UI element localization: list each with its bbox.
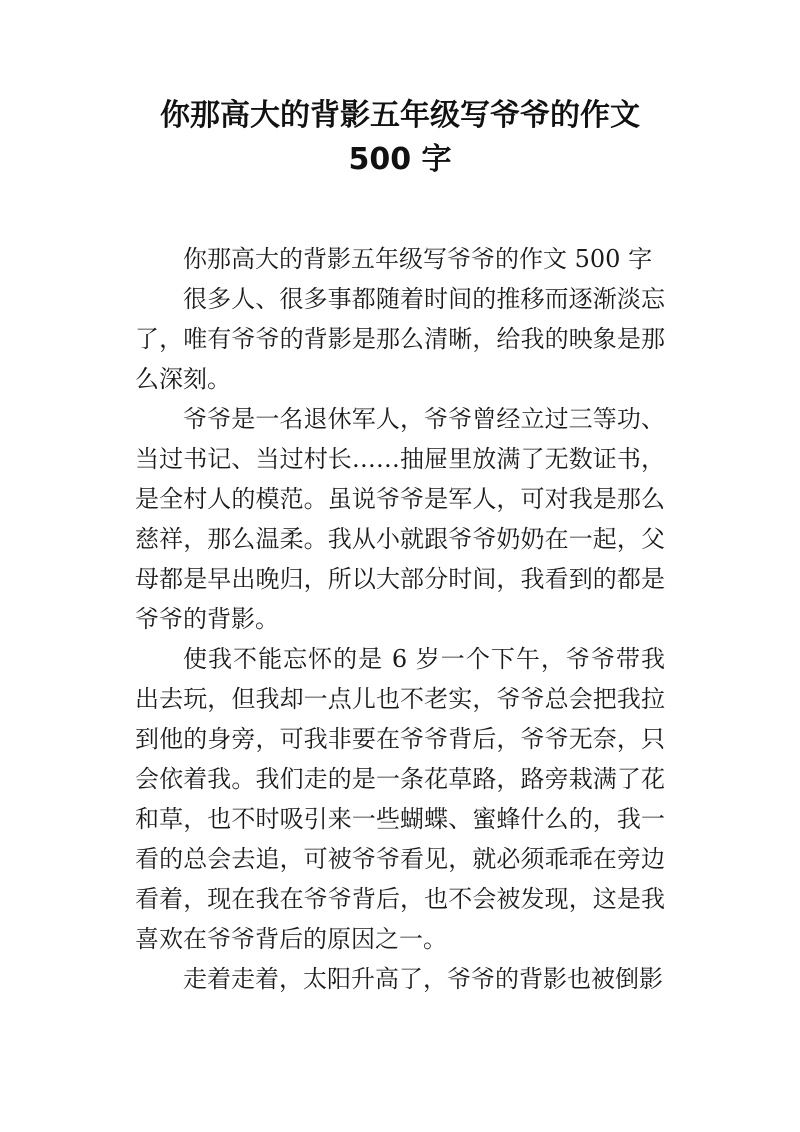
paragraph: 很多人、很多事都随着时间的推移而逐渐淡忘了，唯有爷爷的背影是那么清晰，给我的映象是那么深刻。	[135, 285, 665, 393]
title-line-2: 500 字	[348, 142, 452, 177]
essay-body	[135, 239, 665, 999]
title-line-1: 你那高大的背影五年级写爷爷的作文	[160, 98, 640, 133]
page-title	[100, 94, 700, 182]
paragraph: 使我不能忘怀的是 6 岁一个下午，爷爷带我出去玩，但我却一点儿也不老实，爷爷总会把我拉到他的身旁，可我非要在爷爷背后，爷爷无奈，只会依着我。我们走的是一条花草路，路旁栽满了花和草，也不时吸引来一些蝴蝶、蜜蜂什么的，我一看的总会去追，可被爷爷看见，就必须乖乖在旁边看着，现在我在爷爷背后，也不会被发现，这是我喜欢在爷爷背后的原因之一。	[135, 645, 665, 953]
paragraph: 走着走着，太阳升高了，爷爷的背影也被倒影	[183, 965, 663, 993]
paragraph-subtitle: 你那高大的背影五年级写爷爷的作文 500 字	[183, 245, 653, 273]
paragraph: 爷爷是一名退休军人，爷爷曾经立过三等功、当过书记、当过村长……抽屉里放满了无数证书，是全村人的模范。虽说爷爷是军人，可对我是那么慈祥，那么温柔。我从小就跟爷爷奶奶在一起，父母都是早出晚归，所以大部分时间，我看到的都是爷爷的背影。	[135, 405, 665, 633]
